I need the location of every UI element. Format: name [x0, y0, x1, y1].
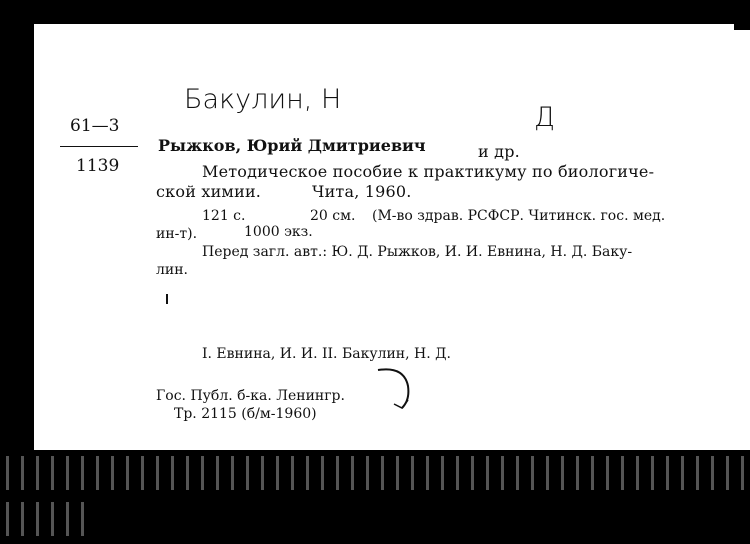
size: 20 см.	[310, 208, 356, 224]
publisher-line-1: (М-во здрав. РСФСР. Читинск. гос. мед.	[372, 208, 666, 224]
pencil-mark-icon	[374, 360, 424, 412]
title-line-1: Методическое пособие к практикуму по биологиче-	[202, 162, 655, 181]
library-line-1: Гос. Публ. б-ка. Ленингр.	[156, 388, 345, 404]
library-line-2: Тр. 2115 (б/м-1960)	[174, 406, 317, 422]
handwritten-letter: Д	[534, 102, 555, 133]
authors-note-line-2: лин.	[156, 262, 189, 278]
call-number-top: 61—3	[70, 116, 120, 136]
card-edge	[734, 30, 750, 450]
pages: 121 с.	[202, 208, 246, 224]
title-line-2: ской химии.	[156, 182, 262, 201]
publisher-line-2: ин-т).	[156, 226, 198, 242]
copies: 1000 экз.	[244, 224, 313, 240]
call-number-rule	[60, 146, 138, 147]
city-year: Чита, 1960.	[312, 182, 412, 201]
catalog-card	[34, 24, 734, 450]
author-suffix: и др.	[478, 142, 520, 161]
tracing: I. Евнина, И. И. II. Бакулин, Н. Д.	[202, 346, 451, 362]
specks	[166, 294, 168, 304]
call-number-bottom: 1139	[76, 156, 120, 176]
handwritten-name: Бакулин, Н	[184, 84, 342, 115]
author-heading: Рыжков, Юрий Дмитриевич	[158, 136, 426, 155]
authors-note-line-1: Перед загл. авт.: Ю. Д. Рыжков, И. И. Евнина, Н. Д. Баку-	[202, 244, 633, 260]
scan-border	[0, 452, 750, 494]
